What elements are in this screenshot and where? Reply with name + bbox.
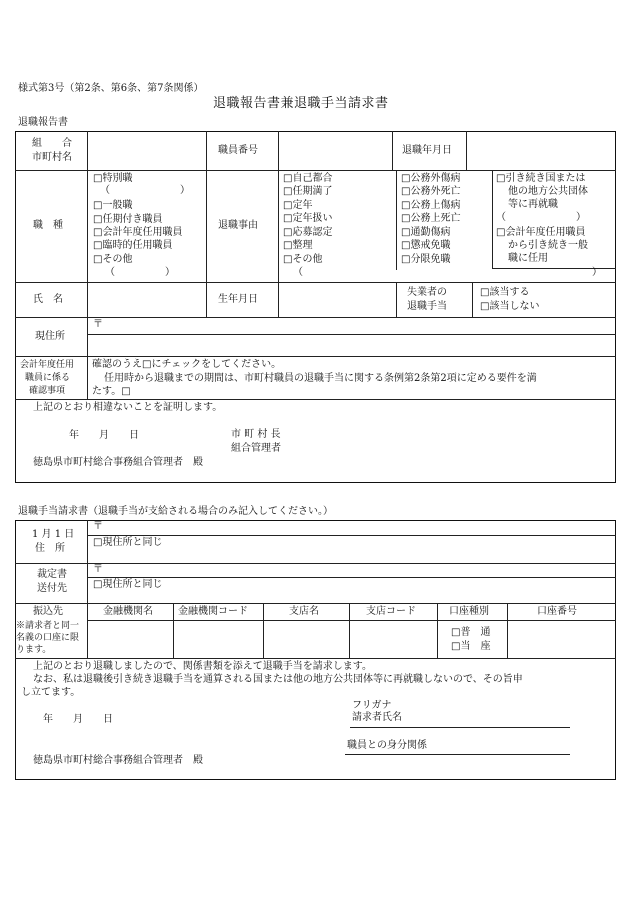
claim-statement-2: なお、私は退職後引き続き退職手当を通算される国または他の地方公共団体等に再就職しないので、その旨申 <box>33 674 523 685</box>
reason-option[interactable]: □定年扱い <box>283 213 333 224</box>
col-line <box>492 170 493 268</box>
row-line <box>87 334 616 335</box>
current-checkbox[interactable]: □当 座 <box>451 641 491 652</box>
row-line <box>15 399 616 400</box>
manager-label: 組合管理者 <box>231 443 281 454</box>
col-account-type: 口座種別 <box>449 606 489 617</box>
col-line <box>278 131 279 317</box>
claimant-name-line <box>350 727 570 728</box>
not-applies-checkbox[interactable]: □該当しない <box>480 301 540 312</box>
reason-option: （ <box>293 267 303 278</box>
job-type-option: （ ） <box>100 185 190 196</box>
relation-label: 職員との身分関係 <box>347 740 427 751</box>
col-line <box>263 603 264 658</box>
kaikei-label-3: 確認事項 <box>29 386 66 396</box>
row-line <box>87 620 616 621</box>
reason-option-text: （ ） <box>496 212 586 223</box>
col-branch-code: 支店コード <box>366 606 416 617</box>
col-bank-name: 金融機関名 <box>103 606 153 617</box>
row-line <box>15 658 616 659</box>
form-title: 退職報告書兼退職手当請求書 <box>213 96 389 111</box>
claim-heading: 退職手当請求書（退職手当が支給される場合のみ記入してください。） <box>18 506 333 517</box>
postal-mark: 〒 <box>93 521 103 532</box>
jan1-address-label: 住 所 <box>35 543 65 554</box>
confirm-checkbox[interactable]: たす。□ <box>92 386 131 397</box>
report-addressee: 徳島県市町村総合事務組合管理者 殿 <box>33 457 203 468</box>
bank-note: ります。 <box>16 645 52 655</box>
same-address-checkbox[interactable]: □現住所と同じ <box>93 579 163 590</box>
col-line <box>396 282 397 317</box>
row-line <box>87 577 616 578</box>
claim-date: 年 月 日 <box>43 714 113 725</box>
applies-checkbox[interactable]: □該当する <box>480 287 530 298</box>
saitei-label-2: 送付先 <box>37 583 67 594</box>
reason-option[interactable]: □公務上傷病 <box>401 200 461 211</box>
reason-option[interactable]: □懲戒免職 <box>401 240 451 251</box>
reason-option[interactable]: □分限免職 <box>401 254 451 265</box>
col-line <box>87 520 88 658</box>
col-account-number: 口座番号 <box>537 606 577 617</box>
reason-option[interactable]: □任期満了 <box>283 186 333 197</box>
form-number: 様式第3号（第2条、第6条、第7条関係） <box>18 83 204 94</box>
col-bank-code: 金融機関コード <box>178 606 248 617</box>
reason-option[interactable]: □公務外死亡 <box>401 186 461 197</box>
bank-note: 名義の口座に限 <box>16 633 80 643</box>
reason-option[interactable]: □応募認定 <box>283 227 333 238</box>
certify-text: 上記のとおり相違ないことを証明します。 <box>33 402 223 413</box>
row-line <box>15 563 616 564</box>
bank-label: 振込先 <box>33 606 63 617</box>
job-type-option[interactable]: □任期付き職員 <box>93 214 163 225</box>
kaikei-label: 会計年度任用 <box>20 360 75 370</box>
reason-option[interactable]: □引き続き国または <box>496 173 586 184</box>
reason-option[interactable]: □通勤傷病 <box>401 227 451 238</box>
reason-option[interactable]: □その他 <box>283 254 323 265</box>
kumiai-label: 組 合 <box>32 138 72 149</box>
reason-option[interactable]: □定年 <box>283 200 313 211</box>
reason-label: 退職事由 <box>218 220 258 231</box>
col-line <box>437 603 438 658</box>
unemployed-label: 失業者の <box>407 287 447 298</box>
municipality-label: 市町村名 <box>32 152 72 163</box>
mayor-label: 市 町 村 長 <box>231 429 281 440</box>
job-type-option[interactable]: □一般職 <box>93 200 133 211</box>
col-branch-name: 支店名 <box>289 606 319 617</box>
row-line <box>15 356 616 357</box>
saitei-label: 裁定書 <box>37 569 67 580</box>
col-line <box>396 170 397 270</box>
name-label: 氏 名 <box>33 294 63 305</box>
job-type-option[interactable]: □会計年度任用職員 <box>93 227 183 238</box>
claim-addressee: 徳島県市町村総合事務組合管理者 殿 <box>33 755 203 766</box>
reason-option[interactable]: □会計年度任用職員 <box>496 227 586 238</box>
report-section-title: 退職報告書 <box>18 117 68 128</box>
furigana-label: フリガナ <box>352 700 392 711</box>
row-line <box>15 603 616 604</box>
col-line <box>87 131 88 399</box>
close-paren: ） <box>592 267 602 278</box>
col-line <box>472 282 473 317</box>
job-type-option: （ ） <box>105 267 175 278</box>
job-type-option[interactable]: □臨時的任用職員 <box>93 240 173 251</box>
row-line <box>15 317 616 318</box>
col-line <box>206 131 207 317</box>
reason-option[interactable]: □整理 <box>283 240 313 251</box>
row-line <box>15 282 616 283</box>
kaikei-label-2: 職員に係る <box>25 373 71 383</box>
col-line <box>392 131 393 170</box>
reason-option[interactable]: □公務外傷病 <box>401 173 461 184</box>
reason-option-text: 他の地方公共団体 <box>508 186 588 197</box>
col-line <box>349 603 350 658</box>
col-line <box>173 603 174 658</box>
row-line <box>87 535 616 536</box>
retire-date-label: 退職年月日 <box>402 145 452 156</box>
same-address-checkbox[interactable]: □現住所と同じ <box>93 537 163 548</box>
postal-mark: 〒 <box>93 564 103 575</box>
reason-option-text: 職に任用 <box>508 253 548 264</box>
reason-option[interactable]: □公務上死亡 <box>401 213 461 224</box>
confirm-text: 任用時から退職までの期間は、市町村職員の退職手当に関する条例第2条第2項に定める要件を満 <box>104 373 537 384</box>
claim-box <box>15 520 616 780</box>
row-line <box>15 170 616 171</box>
claim-statement: 上記のとおり退職しましたので、関係書類を添えて退職手当を請求します。 <box>33 661 372 672</box>
relation-line <box>345 754 570 755</box>
reason-option-text: から引き続き一般 <box>508 240 588 251</box>
claimant-name-label: 請求者氏名 <box>352 712 402 723</box>
unemployed-label-2: 退職手当 <box>407 301 447 312</box>
jan1-label: 1 月 1 日 <box>32 529 75 540</box>
col-line <box>507 603 508 658</box>
confirm-instruction: 確認のうえ□にチェックをしてください。 <box>92 359 282 370</box>
job-type-option[interactable]: □特別職 <box>93 173 133 184</box>
reason-option-text: 等に再就職 <box>508 199 558 210</box>
col-line <box>466 131 467 170</box>
address-label: 現住所 <box>35 331 65 342</box>
report-date: 年 月 日 <box>69 430 139 441</box>
birth-date-label: 生年月日 <box>218 294 258 305</box>
job-type-option[interactable]: □その他 <box>93 254 133 265</box>
claim-statement-3: し立てます。 <box>21 687 81 698</box>
ordinary-checkbox[interactable]: □普 通 <box>451 627 491 638</box>
bank-note: ※請求者と同一 <box>16 621 80 631</box>
postal-mark: 〒 <box>93 319 103 330</box>
job-type-label: 職 種 <box>33 220 63 231</box>
staff-number-label: 職員番号 <box>218 145 258 156</box>
reason-option[interactable]: □自己都合 <box>283 173 333 184</box>
